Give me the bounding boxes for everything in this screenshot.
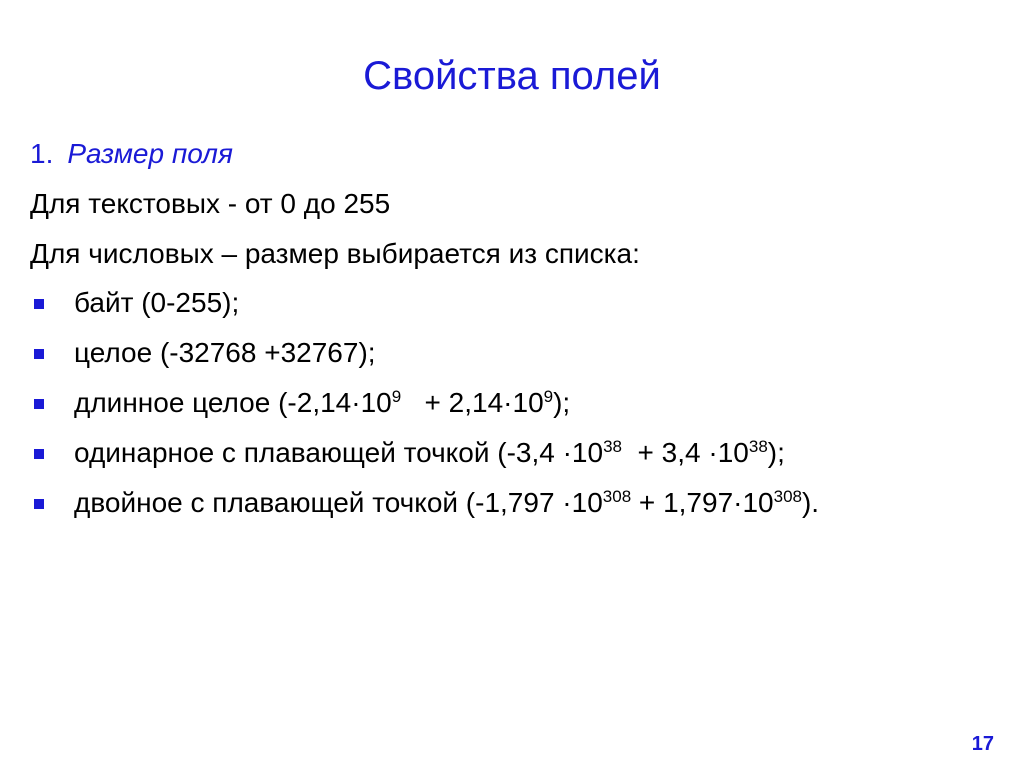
exponent: 308 [773, 487, 802, 506]
range-min-base: двойное с плавающей точкой (-1,797 ·10 [74, 487, 603, 518]
square-bullet-icon [34, 349, 44, 359]
range-suffix: ). [801, 487, 820, 518]
exponent: 308 [602, 487, 632, 506]
range-max-base: + 3,4 ·10 [621, 437, 749, 468]
range-suffix: ); [767, 437, 785, 468]
list-item-text [74, 436, 785, 470]
numbered-heading-label: Размер поля [67, 138, 233, 169]
exponent: 38 [748, 437, 768, 456]
slide-title: Свойства полей [363, 54, 661, 98]
list-item-text [74, 386, 570, 420]
exponent: 38 [603, 437, 622, 456]
range-max-base: + 2,14·10 [401, 387, 544, 418]
list-item-text: байт (0-255); [74, 287, 240, 318]
numeric-fields-paragraph: Для числовых – размер выбирается из списка: [30, 238, 640, 269]
exponent: 9 [543, 387, 554, 406]
range-min-base: одинарное с плавающей точкой (-3,4 ·10 [74, 437, 604, 468]
range-min-base: длинное целое (-2,14·10 [74, 387, 392, 418]
square-bullet-icon [34, 449, 44, 459]
square-bullet-icon [34, 299, 44, 309]
text-fields-paragraph: Для текстовых - от 0 до 255 [30, 188, 391, 219]
numbered-heading [30, 137, 233, 171]
list-number: 1. [30, 138, 54, 169]
range-suffix: ); [553, 387, 571, 418]
list-item-text: целое (-32768 +32767); [74, 337, 376, 368]
square-bullet-icon [34, 399, 44, 409]
list-item-text [74, 481, 954, 525]
page-number: 17 [971, 733, 994, 755]
exponent: 9 [391, 387, 402, 406]
range-max-base: + 1,797·10 [631, 487, 774, 518]
square-bullet-icon [34, 499, 44, 509]
